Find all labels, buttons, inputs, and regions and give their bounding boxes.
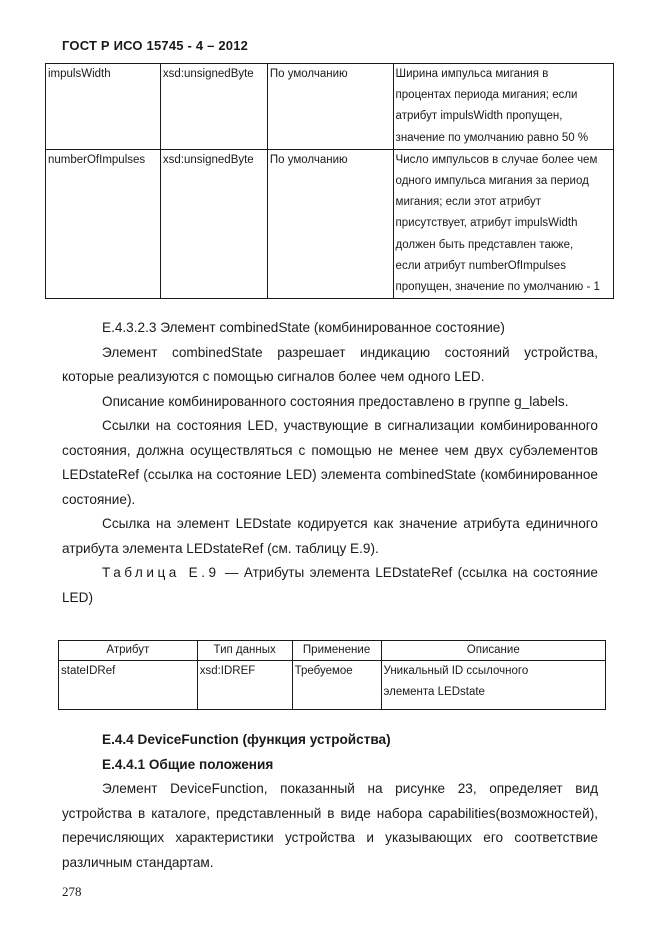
table-caption-text: — Атрибуты элемента LEDstateRef (ссылка на состояние LED) <box>62 565 598 605</box>
desc-line: пропущен, значение по умолчанию - 1 <box>395 281 600 294</box>
attr-use-cell: Требуемое <box>292 661 381 710</box>
paragraph: Ссылки на состояния LED, участвующие в сигнализации комбинированного состояния, должна осуществляться с помощью не менее чем двух субэлементов LEDstateRef (ссылка на состояние LED) элемента combinedState (комбинированное состояние). <box>62 418 598 507</box>
table-row <box>46 64 614 150</box>
desc-line: элемента LEDstate <box>383 686 485 698</box>
ledstateref-attributes-table <box>58 640 606 710</box>
section-heading-e44: Е.4.4 DeviceFunction (функция устройства) <box>102 732 391 747</box>
attr-name-cell: impulsWidth <box>46 64 161 150</box>
desc-line: атрибут impulsWidth пропущен, <box>395 110 563 123</box>
attr-name-cell: stateIDRef <box>59 661 198 710</box>
desc-line: Уникальный ID ссылочного <box>383 665 529 677</box>
column-header: Описание <box>381 641 605 661</box>
column-header: Атрибут <box>59 641 198 661</box>
desc-line: процентах периода мигания; если <box>395 89 578 102</box>
page-header: ГОСТ Р ИСО 15745 - 4 – 2012 <box>62 38 249 53</box>
table-caption <box>62 561 598 610</box>
desc-line: мигания; если этот атрибут <box>395 196 542 209</box>
column-header: Тип данных <box>197 641 292 661</box>
attr-desc-cell <box>381 661 605 710</box>
table-header-row <box>59 641 606 661</box>
attr-name-cell: numberOfImpulses <box>46 149 161 298</box>
attr-type-cell: xsd:unsignedByte <box>160 149 267 298</box>
desc-line: одного импульса мигания за период <box>395 175 589 188</box>
table-row <box>59 661 606 710</box>
body-text-block-1 <box>62 316 598 610</box>
desc-line: Ширина импульса мигания в <box>395 68 549 80</box>
table-row <box>46 149 614 298</box>
paragraph: Элемент combinedState разрешает индикацию состояний устройства, которые реализуются с помощью сигналов более чем одного LED. <box>62 344 598 384</box>
desc-line: присутствует, атрибут impulsWidth <box>395 217 578 230</box>
attr-type-cell: xsd:IDREF <box>197 661 292 710</box>
paragraph: Элемент DeviceFunction, показанный на рисунке 23, определяет вид устройства в каталоге, представленный в виде набора capabilities(возможностей), перечисляющих характеристики устройства и указывающих его соответствие различным стандартам. <box>62 781 598 870</box>
desc-line: Число импульсов в случае более чем <box>395 153 598 166</box>
body-text-block-2 <box>62 728 598 875</box>
section-heading-e441: Е.4.4.1 Общие положения <box>102 756 274 772</box>
column-header: Применение <box>292 641 381 661</box>
attributes-table-continued <box>45 63 614 299</box>
page-number: 278 <box>62 884 82 899</box>
attr-use-cell: По умолчанию <box>267 149 393 298</box>
attr-desc-cell <box>393 149 613 298</box>
paragraph: Ссылка на элемент LEDstate кодируется как значение атрибута единичного атрибута элемента LEDstateRef (см. таблицу Е.9). <box>62 516 598 556</box>
desc-line: значение по умолчанию равно 50 % <box>395 131 589 144</box>
table-caption-label: Таблица Е.9 <box>102 565 220 580</box>
desc-line: если атрибут numberOfImpulses <box>395 259 566 272</box>
attr-desc-cell <box>393 64 613 150</box>
attr-type-cell: xsd:unsignedByte <box>160 64 267 150</box>
attr-use-cell: По умолчанию <box>267 64 393 150</box>
paragraph: Описание комбинированного состояния предоставлено в группе g_labels. <box>102 393 569 409</box>
desc-line: должен быть представлен также, <box>395 238 574 251</box>
section-heading-e4323: Е.4.3.2.3 Элемент combinedState (комбинированное состояние) <box>102 320 505 335</box>
